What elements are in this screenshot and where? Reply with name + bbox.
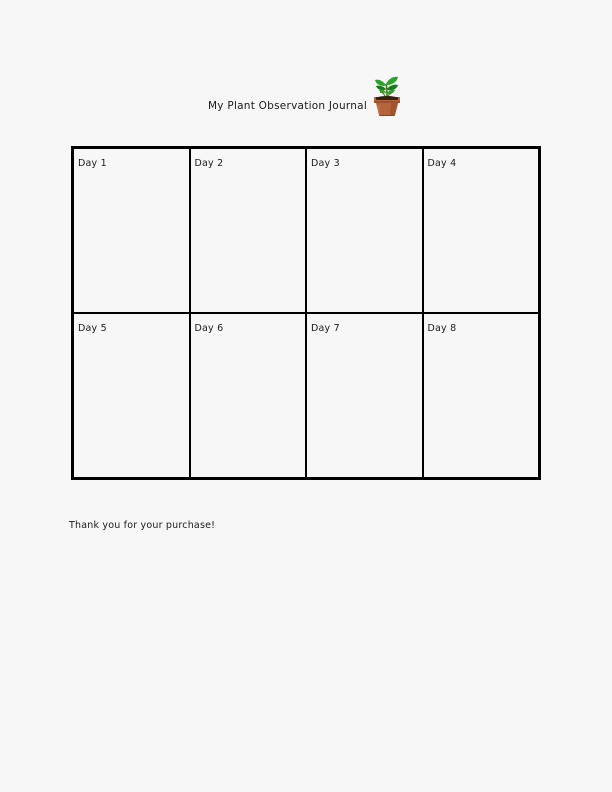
- cell-writing-area[interactable]: [311, 338, 418, 473]
- cell-writing-area[interactable]: [428, 173, 535, 308]
- cell-writing-area[interactable]: [195, 338, 302, 473]
- grid-cell-day-2[interactable]: [191, 149, 308, 312]
- cell-writing-area[interactable]: [311, 173, 418, 308]
- page-header: [0, 58, 612, 114]
- cell-label: Day 8: [427, 323, 457, 334]
- cell-label: Day 2: [194, 158, 224, 169]
- cell-writing-area[interactable]: [78, 338, 185, 473]
- grid-cell-day-1[interactable]: [74, 149, 191, 312]
- cell-label: Day 7: [311, 323, 340, 334]
- cell-label: Day 5: [78, 323, 107, 334]
- cell-writing-area[interactable]: [195, 173, 302, 308]
- title-row: [71, 58, 541, 114]
- cell-label: Day 4: [427, 158, 457, 169]
- grid-cell-day-8[interactable]: [424, 314, 539, 477]
- grid-cell-day-6[interactable]: [191, 314, 308, 477]
- potted-plant-icon: [370, 70, 404, 118]
- thank-you-note: Thank you for your purchase!: [69, 520, 216, 531]
- cell-label: Day 6: [194, 323, 224, 334]
- grid-cell-day-7[interactable]: [307, 314, 424, 477]
- cell-writing-area[interactable]: [428, 338, 535, 473]
- grid-cell-day-3[interactable]: [307, 149, 424, 312]
- grid-cell-day-5[interactable]: [74, 314, 191, 477]
- observation-grid: [71, 146, 541, 480]
- page-title: My Plant Observation Journal: [208, 100, 367, 112]
- cell-label: Day 3: [311, 158, 340, 169]
- grid-cell-day-4[interactable]: [424, 149, 539, 312]
- grid-row-2: [74, 314, 538, 477]
- cell-label: Day 1: [78, 158, 107, 169]
- grid-row-1: [74, 149, 538, 314]
- cell-writing-area[interactable]: [78, 173, 185, 308]
